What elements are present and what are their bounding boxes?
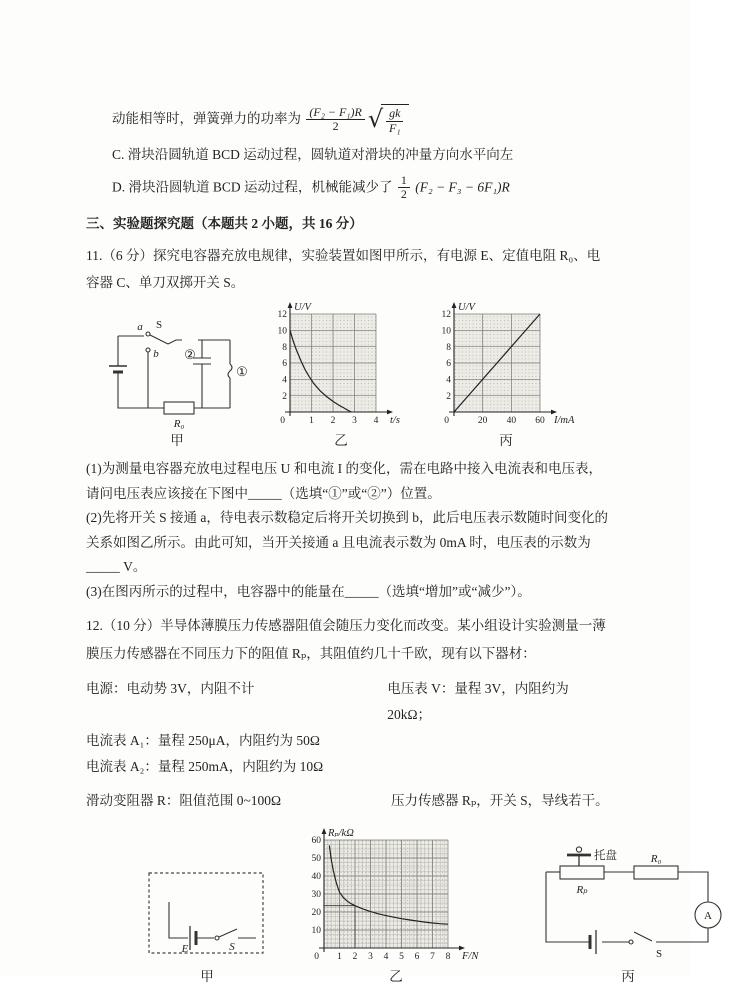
- formula-fraction: $\frac{\text{(F₂ − F₁)R}}{2}$: [306, 106, 364, 135]
- switch-s-label: S: [655, 948, 663, 961]
- u-i-line-chart: [430, 302, 582, 430]
- svg-text:30: 30: [311, 890, 321, 901]
- sqrt-term: [368, 104, 410, 136]
- option-d-text: D. 滑块沿圆轨道 BCD 运动过程，机械能减少了: [112, 178, 393, 194]
- svg-text:2: 2: [282, 392, 287, 403]
- q11-stem: 11.（6 分）探究电容器充放电规律，实验装置如图甲所示，有电源 E、定值电阻 R₀、电容器 C、单刀双掷开关 S。: [86, 248, 601, 291]
- svg-text:60: 60: [311, 836, 321, 847]
- meter-position-2-icon: ②: [184, 347, 196, 363]
- option-d-expression: (F₂ − F₃ − 6F₁)R: [415, 178, 510, 194]
- equipment-ammeter-a2: 电流表 A₂：量程 250mA，内阻约为 10Ω: [86, 759, 324, 775]
- q11-caption-bing: 丙: [499, 433, 513, 449]
- q12-measurement-circuit-diagram: [522, 826, 734, 966]
- switch-s-label: S: [229, 941, 235, 954]
- svg-text:3: 3: [352, 416, 357, 427]
- q12-incomplete-circuit-diagram: [144, 868, 270, 966]
- resistor-r0-label: R₀: [650, 853, 662, 866]
- svg-text:0: 0: [280, 416, 285, 427]
- svg-text:10: 10: [277, 326, 287, 337]
- equipment-rheostat: 滑动变阻器 R：阻值范围 0~100Ω: [86, 793, 282, 809]
- svg-text:8: 8: [445, 952, 451, 963]
- svg-text:0: 0: [444, 416, 449, 427]
- svg-text:U/V: U/V: [294, 302, 311, 314]
- q11-parts: [86, 457, 613, 604]
- svg-text:2: 2: [330, 416, 336, 427]
- q11-circuit-diagram: [102, 314, 252, 430]
- option-c: C. 滑块沿圆轨道 BCD 运动过程，圆轨道对滑块的冲量方向水平向左: [112, 146, 514, 162]
- contact-a-label: a: [137, 321, 143, 334]
- svg-text:U/V: U/V: [458, 302, 475, 314]
- equipment-voltmeter: 电压表 V：量程 3V，内阻约为 20kΩ；: [387, 681, 569, 723]
- svg-text:0: 0: [314, 952, 319, 963]
- q12-fig-bing: [522, 826, 734, 985]
- q11-part3: (3)在图丙所示的过程中，电容器中的能量在_____（选填“增加”或“减少”）。: [86, 583, 531, 599]
- sensor-rp-label: Rₚ: [576, 884, 588, 897]
- meter-position-1-icon: ①: [236, 364, 248, 380]
- svg-text:4: 4: [446, 375, 451, 386]
- svg-text:50: 50: [311, 854, 321, 865]
- svg-text:8: 8: [446, 343, 451, 354]
- equipment-row: [86, 676, 613, 728]
- radical-sign: √: [367, 105, 384, 133]
- q12-caption-jia: 甲: [200, 969, 214, 985]
- option-d-fraction: $\frac{1}{2}$: [398, 174, 410, 203]
- svg-text:12: 12: [277, 310, 287, 321]
- sqrt-fraction: $\frac{gk}{\text{F₁}}$: [386, 107, 403, 136]
- ammeter-a-label: A: [704, 910, 712, 923]
- switch-s-label: S: [155, 319, 163, 332]
- svg-text:4: 4: [282, 375, 287, 386]
- svg-text:10: 10: [311, 926, 321, 937]
- q11-part2: (2)先将开关 S 接通 a，待电表示数稳定后将开关切换到 b，此后电压表示数随时间变化的关系如图乙所示。由此可知，当开关接通 a 且电流表示数为 0mA 时，电压表的示数为_____ V。: [86, 510, 608, 575]
- q11-fig-yi: [266, 302, 416, 449]
- svg-text:6: 6: [282, 359, 287, 370]
- q12-figure-row: [144, 826, 712, 985]
- option-d: [86, 174, 613, 203]
- svg-text:5: 5: [399, 952, 404, 963]
- svg-text:40: 40: [506, 416, 517, 427]
- q12-equipment-list: [86, 676, 613, 814]
- equipment-row: [86, 728, 613, 754]
- q11-part1: (1)为测量电容器充放电过程电压 U 和电流 I 的变化，需在电路中接入电流表和电压表，请问电压表应该接在下图中_____（选填“①”或“②”）位置。: [86, 461, 602, 501]
- intro-text: 动能相等时，弹簧弹力的功率为: [112, 110, 301, 126]
- equipment-ammeter-a1: 电流表 A₁：量程 250μA，内阻约为 50Ω: [86, 733, 320, 749]
- svg-text:20: 20: [311, 908, 321, 919]
- q11-caption-jia: 甲: [170, 433, 184, 449]
- svg-text:60: 60: [535, 416, 545, 427]
- equipment-power-supply: 电源：电动势 3V，内阻不计: [86, 681, 255, 697]
- svg-text:40: 40: [311, 872, 321, 883]
- discharge-curve-chart: [266, 302, 416, 430]
- svg-text:6: 6: [414, 952, 420, 963]
- svg-text:I/mA: I/mA: [554, 415, 575, 427]
- contact-b-label: b: [153, 348, 159, 361]
- battery-e-label: E: [181, 943, 189, 956]
- q11-fig-jia: [102, 314, 252, 449]
- svg-text:10: 10: [441, 326, 451, 337]
- equipment-sensor-switch-wires: 压力传感器 Rₚ，开关 S，导线若干。: [391, 793, 609, 809]
- svg-text:12: 12: [441, 310, 451, 321]
- spring-power-formula: [304, 104, 409, 135]
- svg-text:Rₚ/kΩ: Rₚ/kΩ: [328, 828, 354, 840]
- svg-text:F/N: F/N: [462, 951, 479, 963]
- equipment-row: [86, 754, 613, 780]
- svg-text:6: 6: [446, 359, 451, 370]
- svg-text:4: 4: [383, 952, 389, 963]
- svg-text:7: 7: [430, 952, 435, 963]
- q12-stem: 12.（10 分）半导体薄膜压力传感器阻值会随压力变化而改变。某小组设计实验测量一薄膜压力传感器在不同压力下的阻值 Rₚ，其阻值约几十千欧，现有以下器材：: [86, 618, 606, 662]
- intro-line: [86, 104, 613, 136]
- resistor-r0-label: R₀: [173, 418, 185, 431]
- q11-fig-bing: [430, 302, 582, 449]
- svg-text:1: 1: [309, 416, 314, 427]
- q12-fig-yi: [298, 826, 494, 985]
- section-heading: 三、实验题探究题（本题共 2 小题，共 16 分）: [86, 216, 363, 232]
- tray-label: 托盘: [594, 850, 617, 863]
- equipment-row: [86, 788, 613, 814]
- svg-text:2: 2: [352, 952, 358, 963]
- q12-caption-yi: 乙: [389, 969, 403, 985]
- q12-caption-bing: 丙: [621, 969, 635, 985]
- q11-caption-yi: 乙: [334, 433, 348, 449]
- svg-text:4: 4: [373, 416, 379, 427]
- q11-figure-row: [102, 302, 613, 449]
- svg-text:2: 2: [446, 392, 451, 403]
- svg-text:8: 8: [282, 343, 287, 354]
- svg-text:20: 20: [477, 416, 488, 427]
- svg-text:t/s: t/s: [390, 415, 400, 427]
- svg-text:3: 3: [368, 952, 373, 963]
- sensor-resistance-chart: [298, 826, 494, 966]
- q12-fig-jia: [144, 868, 270, 985]
- svg-text:1: 1: [337, 952, 342, 963]
